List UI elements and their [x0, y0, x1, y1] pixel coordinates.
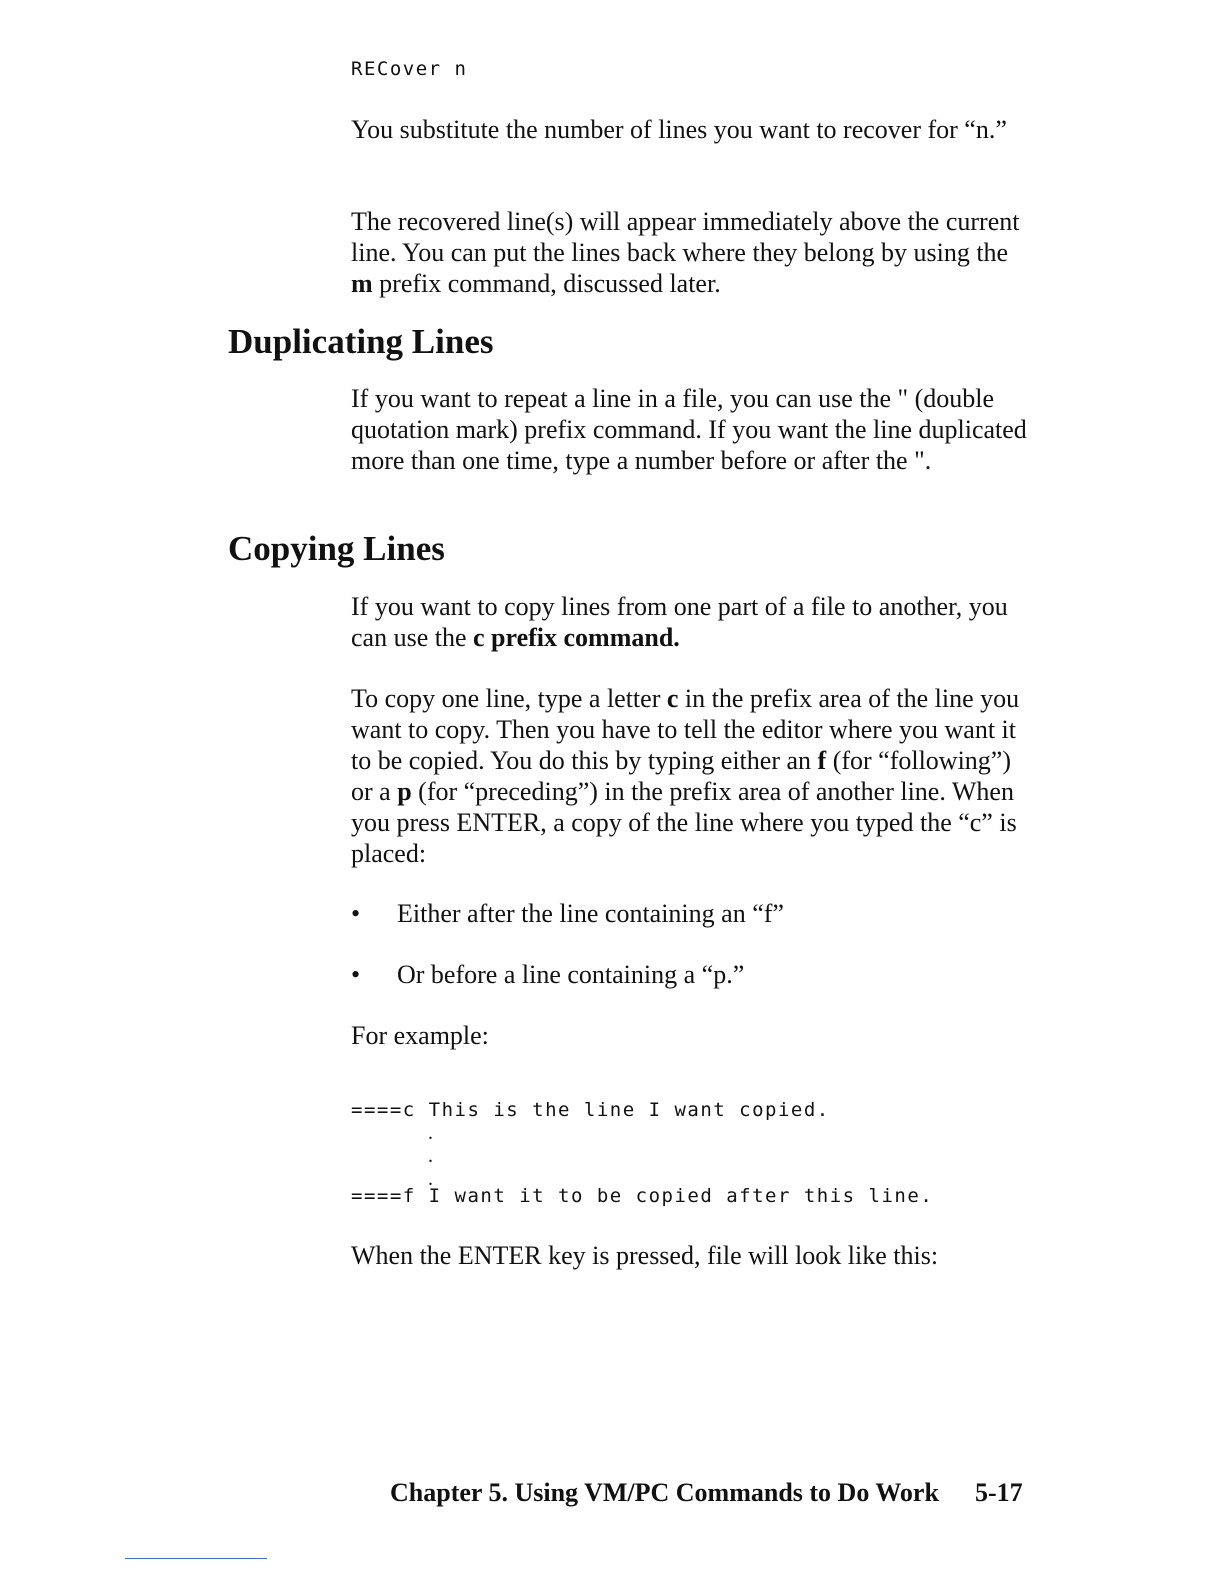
recover-paragraph-1: You substitute the number of lines you want to recover for “n.”	[351, 115, 1007, 144]
text-run: The recovered line(s) will appear immediately above the current line. You can put the lines back where they belong by using the	[351, 207, 1020, 267]
code-dot: .	[428, 1122, 433, 1144]
bullet-text: Or before a line containing a “p.”	[397, 960, 745, 989]
heading-copying-lines: Copying Lines	[228, 529, 445, 568]
recover-paragraph-2	[351, 206, 1031, 299]
for-example-label: For example:	[351, 1021, 489, 1050]
bottom-rule	[125, 1558, 267, 1559]
code-dot: .	[428, 1145, 433, 1167]
bold-term: f	[817, 746, 827, 775]
text-run: To copy one line, type a letter	[351, 684, 667, 713]
bold-term: m	[351, 269, 373, 298]
code-dot: .	[428, 1168, 433, 1190]
copying-paragraph-2	[351, 683, 1031, 869]
bold-term: p	[397, 777, 412, 806]
code-line-following: ====f I want it to be copied after this line.	[351, 1185, 934, 1207]
text-run: in the prefix area of the line you want to copy. Then you have to tell the editor where you want it to be copied. You do this by typing either an	[351, 684, 1020, 775]
code-line-copy: ====c This is the line I want copied.	[351, 1099, 830, 1121]
bold-term: c	[666, 684, 679, 713]
copying-paragraph-1	[351, 591, 1031, 653]
duplicating-paragraph: If you want to repeat a line in a file, you can use the " (double quotation mark) prefix command. If you want the line duplicated more than one time, type a number before or after the ".	[351, 384, 1027, 475]
recover-command-line: RECover n	[351, 58, 468, 80]
text-run: (for “following”) or a	[351, 746, 1012, 806]
bullet-icon: •	[351, 960, 361, 989]
text-run: (for “preceding”) in the prefix area of another line. When you press ENTER, a copy of the line where you typed the “c” is placed:	[351, 777, 1017, 868]
page-footer	[390, 1478, 1023, 1508]
enter-paragraph: When the ENTER key is pressed, file will look like this:	[351, 1241, 939, 1270]
text-run: prefix command, discussed later.	[372, 269, 721, 298]
footer-chapter-title: Chapter 5. Using VM/PC Commands to Do Work	[390, 1478, 939, 1507]
bullet-icon: •	[351, 899, 361, 928]
text-run: If you want to copy lines from one part of a file to another, you can use the	[351, 592, 1008, 652]
page-number: 5-17	[974, 1478, 1023, 1507]
bold-term: c prefix command.	[473, 623, 680, 652]
bullet-text: Either after the line containing an “f”	[397, 899, 784, 928]
heading-duplicating-lines: Duplicating Lines	[228, 322, 494, 361]
